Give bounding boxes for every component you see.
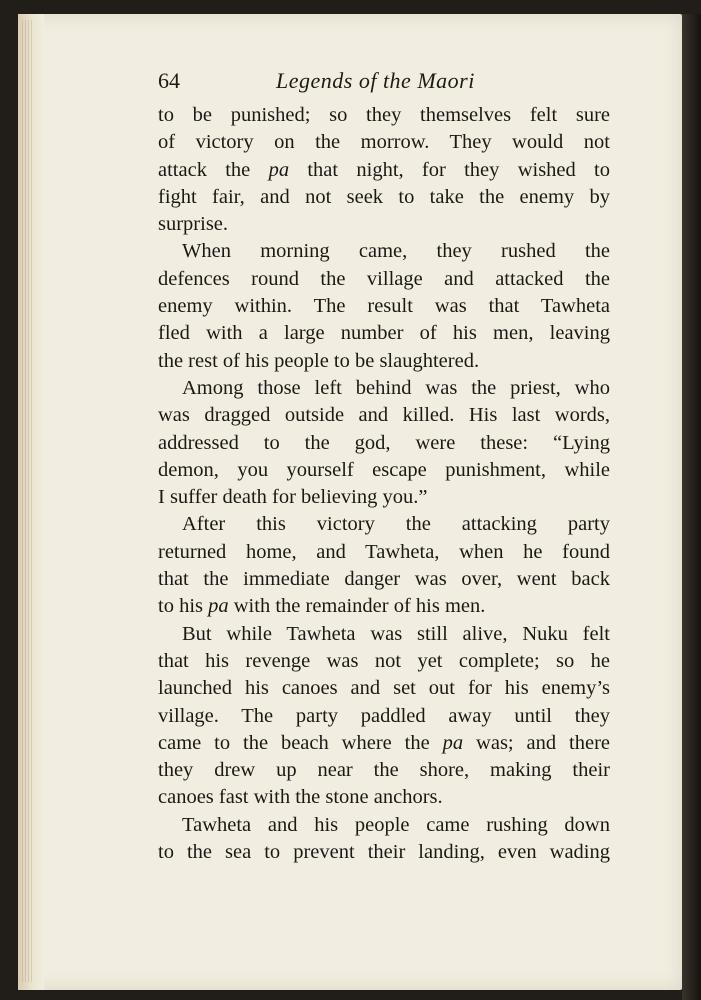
text-line: But while Tawheta was still alive, Nuku felt xyxy=(182,622,610,645)
text-line xyxy=(158,593,610,620)
text-line: returned home, and Tawheta, when he found xyxy=(158,540,610,563)
text-line: Tawheta and his people came rushing down xyxy=(182,813,610,836)
text-line: defences round the village and attacked the xyxy=(158,267,610,290)
text-line: When morning came, they rushed the xyxy=(182,240,610,263)
text-line: fight fair, and not seek to take the enemy by xyxy=(158,185,610,208)
text-line: fled with a large number of his men, leaving xyxy=(158,322,610,345)
text-line xyxy=(158,730,610,757)
text-line: to be punished; so they themselves felt sure xyxy=(158,104,610,126)
running-header xyxy=(158,62,610,102)
page-stack-edge xyxy=(22,20,32,982)
text-line: village. The party paddled away until they xyxy=(158,704,610,727)
text-line: was dragged outside and killed. His last words, xyxy=(158,404,610,427)
text-line: that the immediate danger was over, went back xyxy=(158,568,610,591)
text-line: canoes fast with the stone anchors. xyxy=(158,786,443,809)
text-segment: to his xyxy=(158,595,209,618)
text-line: demon, you yourself escape punishment, while xyxy=(158,458,610,481)
italic-word: pa xyxy=(442,731,464,754)
text-line xyxy=(158,157,610,184)
italic-word: pa xyxy=(208,595,229,618)
page-number: 64 xyxy=(158,68,180,93)
text-line: addressed to the god, were these: “Lying xyxy=(158,431,610,454)
text-line: After this victory the attacking party xyxy=(182,513,610,536)
running-title: Legends of the Maori xyxy=(276,68,475,93)
text-segment: was; and there xyxy=(463,731,610,754)
text-line: enemy within. The result was that Tawheta xyxy=(158,295,610,318)
text-line: launched his canoes and set out for his enemy’s xyxy=(158,677,610,700)
text-segment: came to the beach where the xyxy=(158,731,443,754)
text-line: surprise. xyxy=(158,213,229,236)
text-line: I suffer death for believing you.” xyxy=(158,486,428,509)
text-line: that his revenge was not yet complete; so he xyxy=(158,649,610,672)
text-line: Among those left behind was the priest, who xyxy=(182,376,610,399)
body-text xyxy=(158,102,610,866)
text-segment: that night, for they wished to xyxy=(289,158,610,181)
italic-word: pa xyxy=(268,158,290,181)
text-segment: with the remainder of his men. xyxy=(228,595,486,618)
text-line: of victory on the morrow. They would not xyxy=(158,131,610,154)
text-line: they drew up near the shore, making their xyxy=(158,759,610,782)
text-line: to the sea to prevent their landing, even wading xyxy=(158,841,610,864)
text-segment: attack the xyxy=(158,158,269,181)
book-binding-edge xyxy=(682,14,701,1000)
text-line: the rest of his people to be slaughtered. xyxy=(158,349,480,372)
